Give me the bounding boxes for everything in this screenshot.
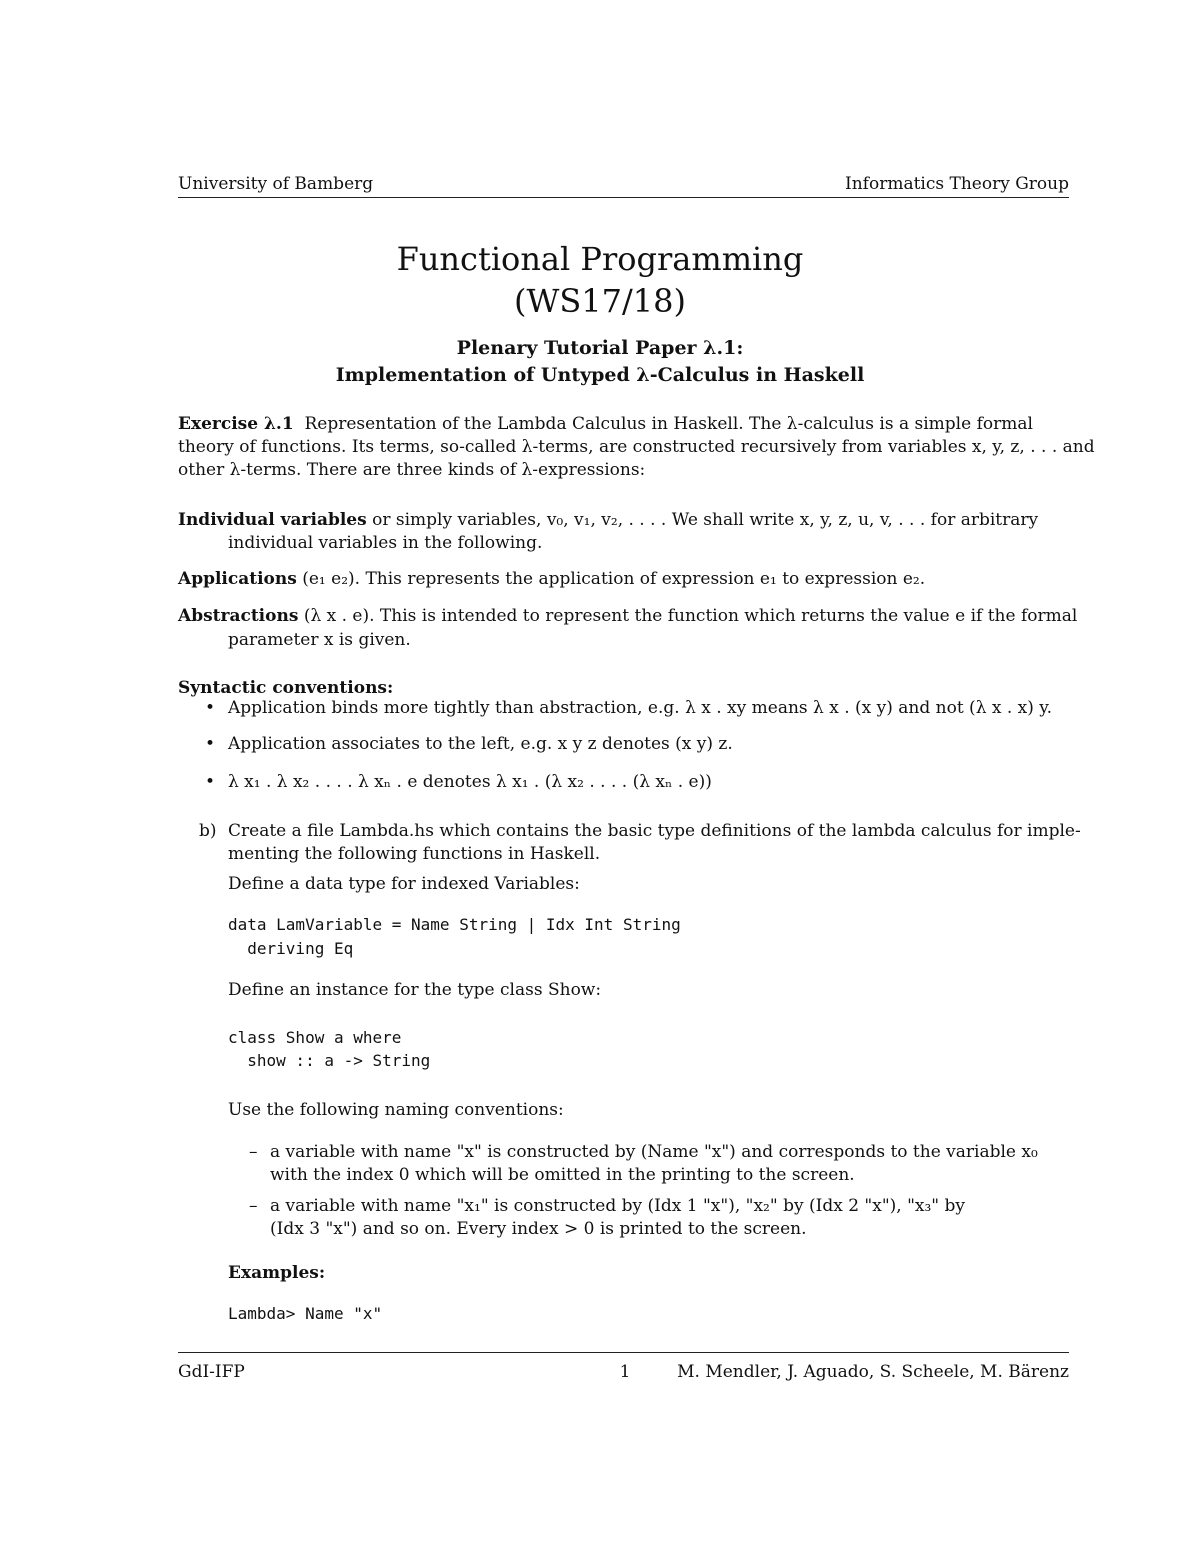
document-title: Functional Programming	[396, 240, 804, 278]
convention-item: Application binds more tightly than abstraction, e.g. λ x . xy means λ x . (x y) and not (λ x . x) y.	[228, 698, 1053, 718]
code-datatype-line-2: deriving Eq	[228, 939, 354, 958]
kind-variables-cont: individual variables in the following.	[228, 533, 543, 553]
part-b-line-2: menting the following functions in Haskell.	[228, 844, 601, 864]
kind-variables-text: or simply variables, v₀, v₁, v₂, . . . . We shall write x, y, z, u, v, . . . for arbitrary	[372, 510, 1039, 530]
kind-variables-term: Individual variables	[178, 510, 367, 530]
code-class-line-1: class Show a where	[228, 1028, 402, 1047]
kind-abstractions-text: (λ x . e). This is intended to represent the function which returns the value e if the formal	[303, 606, 1078, 626]
footer-rule	[178, 1352, 1069, 1353]
header-rule	[178, 197, 1069, 198]
example-line-1: Lambda> Name "x"	[228, 1304, 383, 1323]
bullet-icon: •	[205, 698, 216, 718]
page-number: 1	[619, 1362, 631, 1382]
bullet-icon: •	[205, 772, 216, 792]
naming-item-1-line-2: with the index 0 which will be omitted in the printing to the screen.	[270, 1165, 855, 1185]
naming-item-2-line-2: (Idx 3 "x") and so on. Every index > 0 is printed to the screen.	[270, 1219, 807, 1239]
part-b-label: b)	[199, 821, 217, 841]
exercise-label: Exercise λ.1	[178, 414, 294, 434]
exercise-line-1	[178, 413, 1033, 435]
naming-item-2-line-1: a variable with name "x₁" is constructed by (Idx 1 "x"), "x₂" by (Idx 2 "x"), "x₃" by	[270, 1196, 966, 1216]
exercise-line-3: other λ-terms. There are three kinds of λ-expressions:	[178, 460, 646, 480]
dash-icon: –	[249, 1142, 258, 1162]
convention-item: λ x₁ . λ x₂ . . . . λ xₙ . e denotes λ x₁ . (λ x₂ . . . . (λ xₙ . e))	[228, 772, 712, 792]
footer-authors: M. Mendler, J. Aguado, S. Scheele, M. Bärenz	[677, 1362, 1069, 1382]
kind-abstractions-cont: parameter x is given.	[228, 630, 411, 650]
conventions-heading: Syntactic conventions:	[178, 678, 394, 698]
exercise-text-1: Representation of the Lambda Calculus in Haskell. The λ-calculus is a simple formal	[304, 414, 1033, 434]
header-right: Informatics Theory Group	[845, 174, 1069, 194]
code-datatype-line-1: data LamVariable = Name String | Idx Int String	[228, 915, 681, 934]
kind-applications	[178, 568, 925, 590]
document-term: (WS17/18)	[514, 282, 686, 320]
kind-variables	[178, 509, 1038, 531]
subtitle-line-2: Implementation of Untyped λ-Calculus in Haskell	[335, 364, 865, 386]
convention-item: Application associates to the left, e.g. x y z denotes (x y) z.	[228, 734, 733, 754]
subtitle-line-1: Plenary Tutorial Paper λ.1:	[456, 337, 744, 359]
define-datatype-text: Define a data type for indexed Variables:	[228, 874, 580, 894]
kind-applications-term: Applications	[178, 569, 297, 589]
exercise-line-2: theory of functions. Its terms, so-called λ-terms, are constructed recursively from variables x, y, z, . . . and	[178, 437, 1095, 457]
naming-intro: Use the following naming conventions:	[228, 1100, 564, 1120]
footer-left: GdI-IFP	[178, 1362, 245, 1382]
dash-icon: –	[249, 1196, 258, 1216]
kind-abstractions	[178, 605, 1077, 627]
kind-applications-text: (e₁ e₂). This represents the application of expression e₁ to expression e₂.	[302, 569, 926, 589]
header-left: University of Bamberg	[178, 174, 374, 194]
examples-heading: Examples:	[228, 1263, 326, 1283]
bullet-icon: •	[205, 734, 216, 754]
part-b-line-1: Create a file Lambda.hs which contains the basic type definitions of the lambda calculus for imple-	[228, 821, 1081, 841]
naming-item-1-line-1: a variable with name "x" is constructed by (Name "x") and corresponds to the variable x₀	[270, 1142, 1038, 1162]
kind-abstractions-term: Abstractions	[178, 606, 299, 626]
code-class-line-2: show :: a -> String	[228, 1051, 431, 1070]
define-instance-text: Define an instance for the type class Show:	[228, 980, 602, 1000]
